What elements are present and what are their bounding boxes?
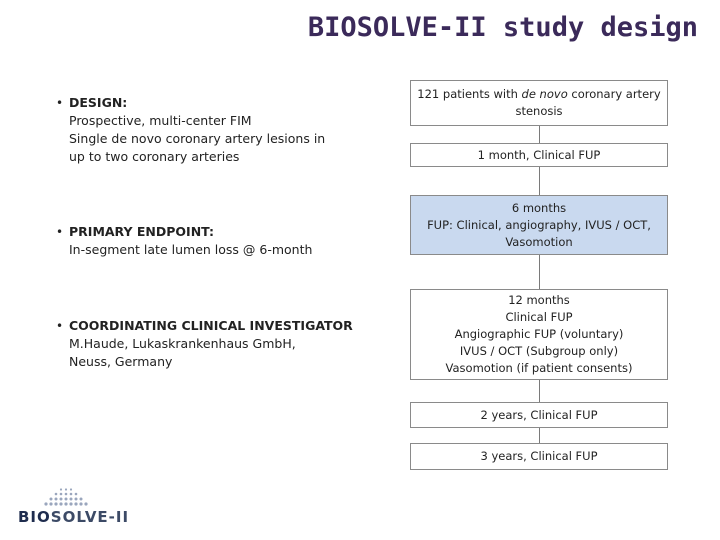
logo-text-part2: SOLVE-II (50, 508, 130, 526)
bullet-line: up to two coronary arteries (69, 149, 240, 164)
box-text: 2 years, Clinical FUP (480, 407, 598, 422)
box-text: Angiographic FUP (voluntary) (454, 327, 624, 341)
flow-box-2-years (410, 402, 668, 428)
bullet-line: Neuss, Germany (69, 354, 173, 369)
bullet-line: M.Haude, Lukaskrankenhaus GmbH, (69, 336, 296, 351)
biosolve-logo-dots-icon (14, 486, 94, 508)
flow-connector (539, 167, 540, 195)
flow-connector (539, 126, 540, 143)
bullet-design (58, 94, 325, 166)
box-text: Vasomotion (505, 234, 573, 249)
bullet-heading: DESIGN: (69, 95, 128, 110)
flow-box-12-months (410, 289, 668, 380)
box-text: Clinical FUP (505, 310, 573, 324)
box-text: 6 months (511, 200, 567, 215)
box-text: Vasomotion (if patient consents) (445, 361, 633, 375)
flow-connector (539, 428, 540, 443)
bullet-heading: COORDINATING CLINICAL INVESTIGATOR (69, 318, 353, 333)
bullet-heading: PRIMARY ENDPOINT: (69, 224, 215, 239)
flow-box-enrollment (410, 80, 668, 126)
bullet-line: Prospective, multi-center FIM (69, 113, 252, 128)
box-text: 3 years, Clinical FUP (480, 449, 598, 463)
box-text: 121 patients with (417, 87, 522, 101)
logo-text-part1: BIO (18, 508, 51, 526)
bullet-primary-endpoint (58, 223, 312, 259)
box-text: stenosis (515, 104, 563, 118)
box-text: 12 months (508, 293, 570, 307)
bullet-line: Single de novo coronary artery lesions in (69, 131, 326, 146)
slide-title: BIOSOLVE-II study design (307, 12, 698, 43)
box-text: coronary artery (567, 87, 661, 101)
box-text-italic: de novo (521, 87, 568, 101)
bullet-dot: • (56, 225, 64, 239)
flow-box-6-months (410, 195, 668, 255)
box-text: FUP: Clinical, angiography, IVUS / OCT, (427, 217, 651, 232)
box-text: 1 month, Clinical FUP (477, 147, 601, 162)
bullet-line: In-segment late lumen loss @ 6-month (69, 242, 313, 257)
bullet-coordinating-investigator (58, 317, 353, 371)
biosolve-logo-text (18, 508, 129, 526)
bullet-dot: • (56, 96, 64, 110)
flow-connector (539, 380, 540, 402)
bullet-dot: • (56, 319, 64, 333)
flow-connector (539, 255, 540, 289)
box-text: IVUS / OCT (Subgroup only) (459, 344, 619, 358)
flow-box-3-years (410, 443, 668, 470)
flow-box-1-month (410, 143, 668, 167)
